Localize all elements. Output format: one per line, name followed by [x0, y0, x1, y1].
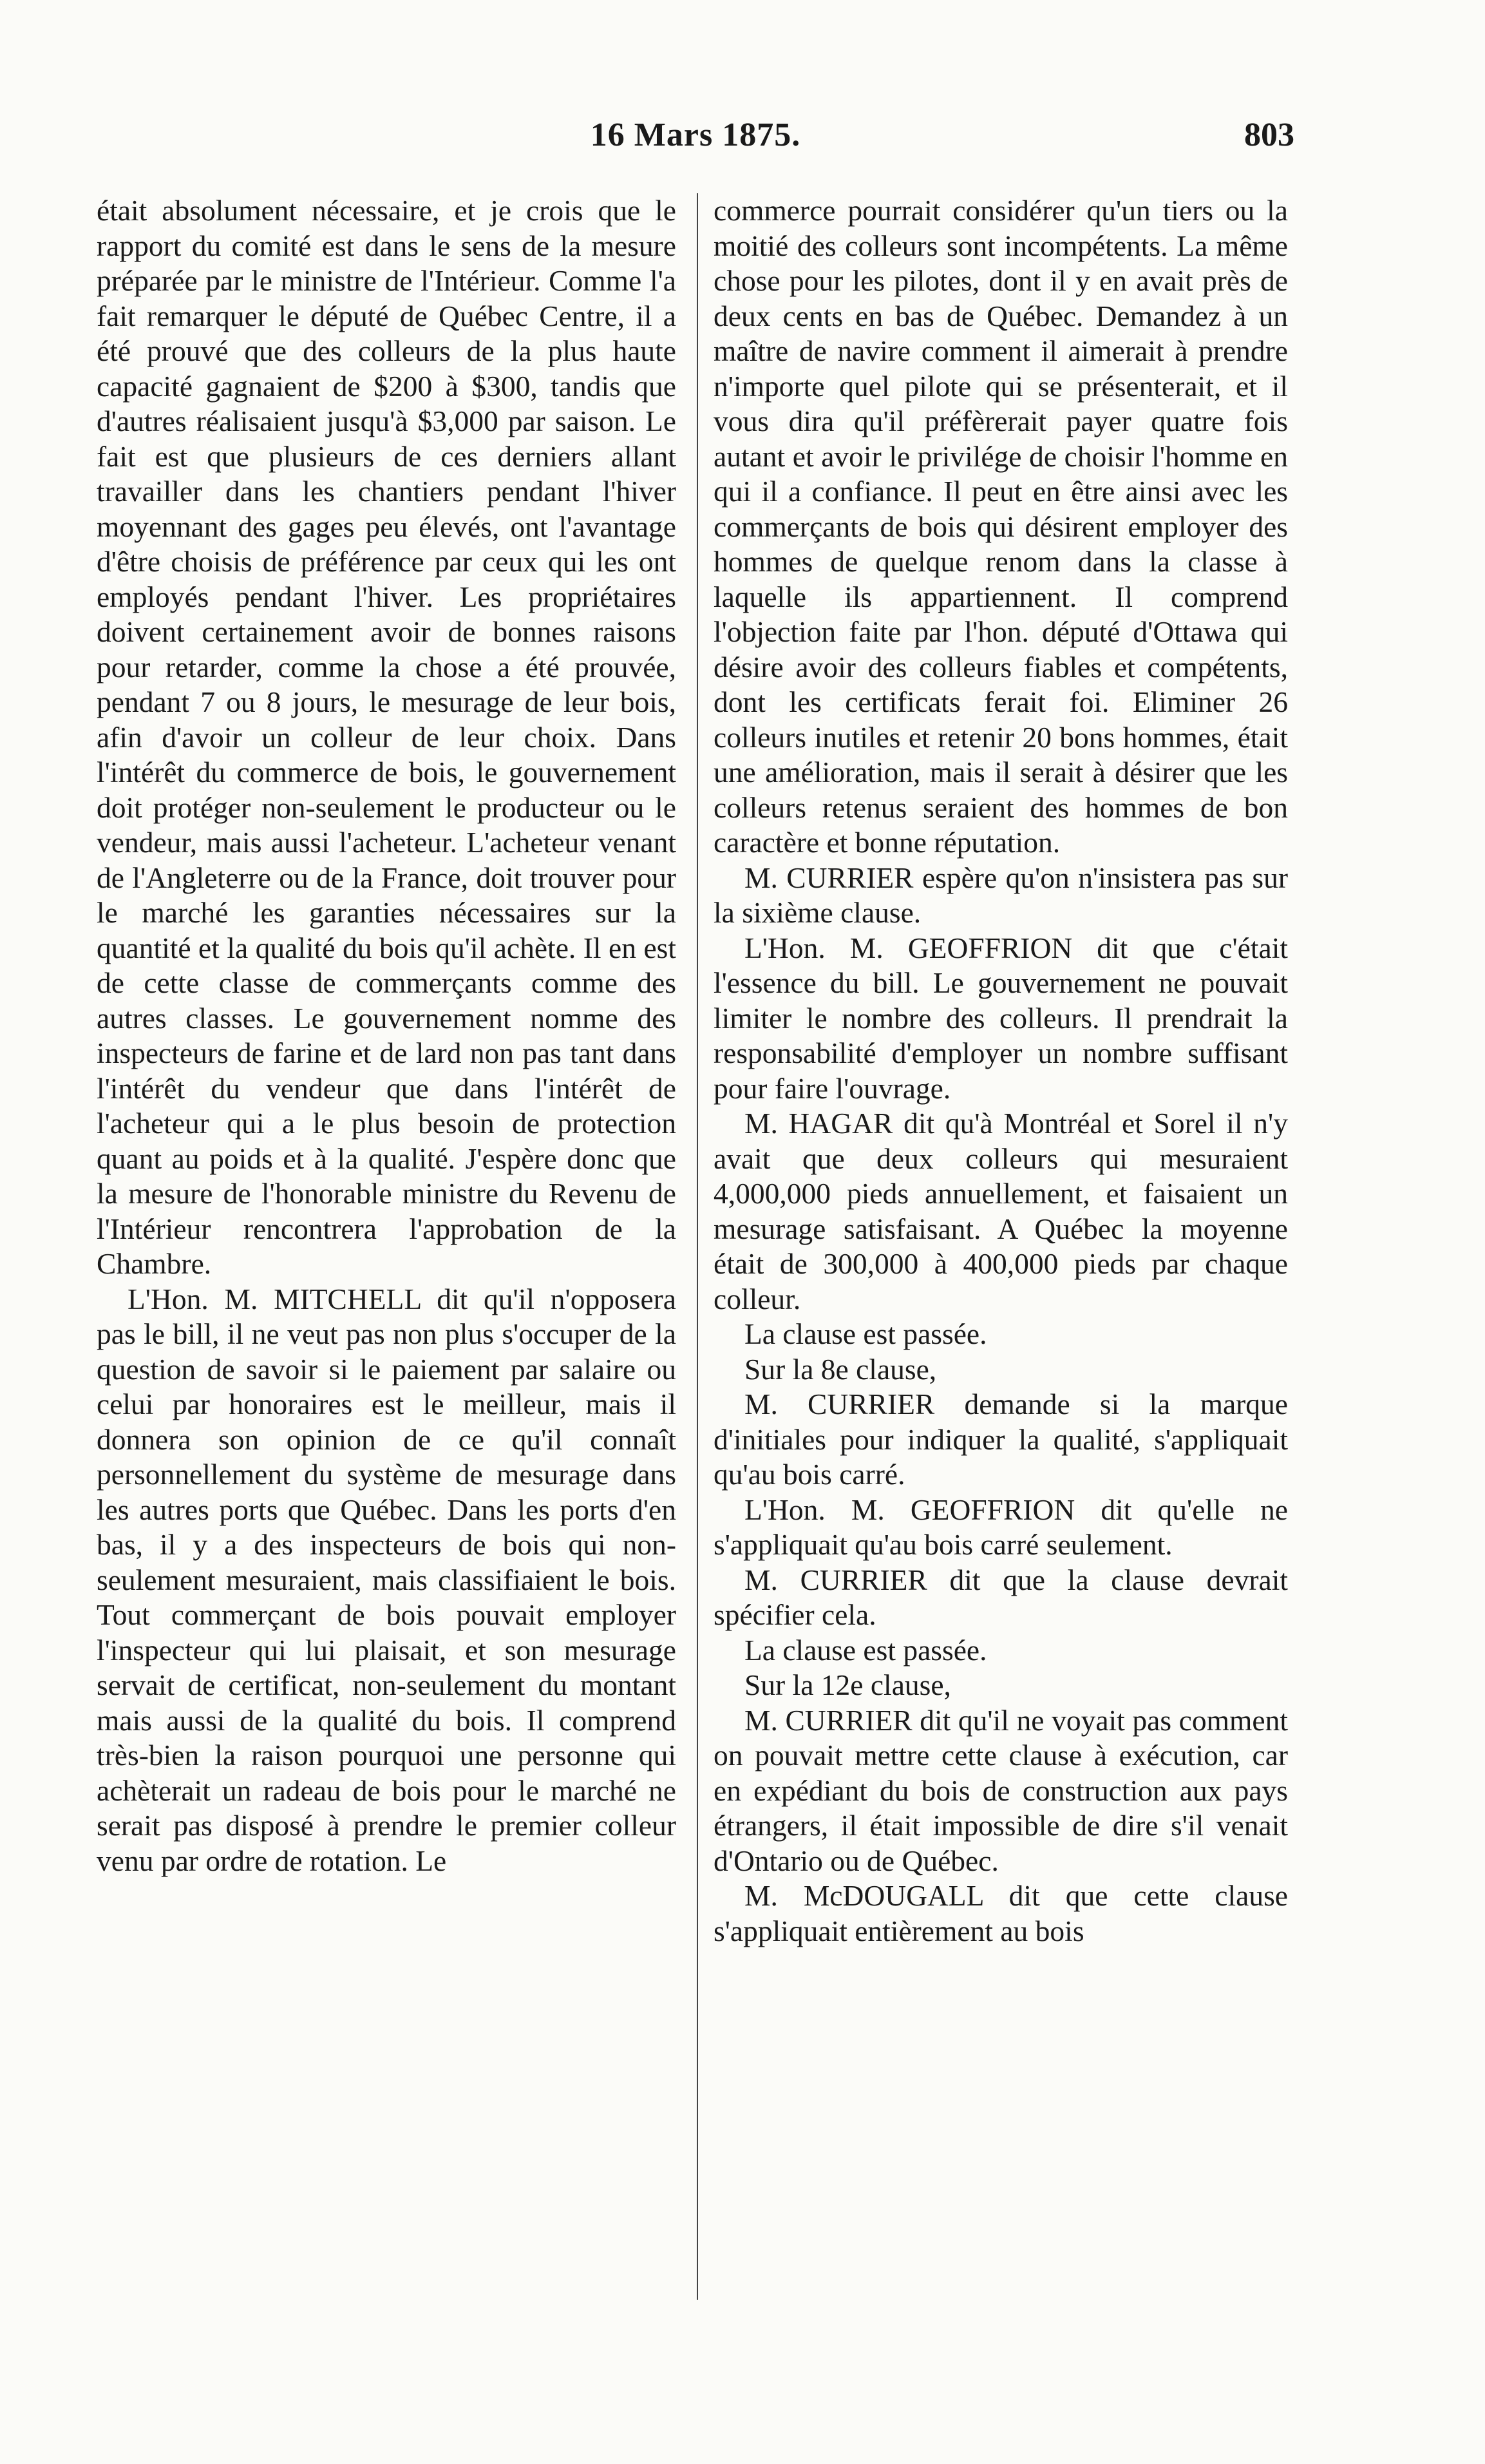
paragraph: Sur la 12e clause, — [744, 1668, 951, 1701]
paragraph: commerce pourrait considérer qu'un tiers ou la moitié des colleurs sont incompétents. La même chose pour les pilotes, dont il y en avait près de deux cents en bas de Québec. Demandez à un maître de navire comment il aimerait à prendre n'importe quel pilote qui se présenterait, et il vous dira qu'il préfèrerait payer quatre fois autant et avoir le privilége de choisir l'homme en qui il a confiance. Il peut en être ainsi avec les commerçants de bois qui désirent employer des hommes de quelque renom dans la classe à laquelle ils appartiennent. Il comprend l'objection faite par l'hon. député d'Ottawa qui désire avoir des colleurs fiables et compétents, dont les certificats ferait foi. Eliminer 26 colleurs inutiles et retenir 20 bons hommes, était une amélioration, mais il serait à désirer que les colleurs retenus seraient des hommes de bon caractère et bonne réputation. — [714, 194, 1288, 859]
page-number: 803 — [1244, 117, 1294, 153]
paragraph: M. CURRIER espère qu'on n'insistera pas sur la sixième clause. — [714, 861, 1288, 929]
paragraph: M. HAGAR dit qu'à Montréal et Sorel il n'y avait que deux colleurs qui mesuraient 4,000,000 pieds annuellement, et faisaient un mesurage satisfaisant. A Québec la moyenne était de 300,000 à 400,000 pieds par chaque colleur. — [714, 1107, 1288, 1315]
paragraph: M. CURRIER dit que la clause devrait spécifier cela. — [714, 1563, 1288, 1631]
paragraph: M. CURRIER demande si la marque d'initiales pour indiquer la qualité, s'appliquait qu'au bois carré. — [714, 1388, 1288, 1491]
paragraph: M. CURRIER dit qu'il ne voyait pas comment on pouvait mettre cette clause à exécution, car en expédiant du bois de construction aux pays étrangers, il était impossible de dire s'il venait d'Ontario ou de Québec. — [714, 1703, 1288, 1877]
paragraph: Sur la 8e clause, — [744, 1352, 937, 1386]
paragraph: L'Hon. M. GEOFFRION dit que c'était l'essence du bill. Le gouvernement ne pouvait limiter le nombre des colleurs. Il prendrait la responsabilité d'employer un nombre suffisant pour faire l'ouvrage. — [714, 931, 1288, 1105]
left-column — [97, 193, 676, 1878]
paragraph: L'Hon. M. GEOFFRION dit qu'elle ne s'appliquait qu'au bois carré seulement. — [714, 1493, 1288, 1561]
right-column — [714, 193, 1288, 1949]
column-divider — [697, 193, 698, 2300]
page-date: 16 Mars 1875. — [590, 117, 801, 153]
page-header — [97, 116, 1294, 167]
paragraph: L'Hon. M. MITCHELL dit qu'il n'opposera pas le bill, il ne veut pas non plus s'occuper de la question de savoir si le paiement par salaire ou celui par honoraires est le meilleur, mais il donnera son opinion de ce qu'il connaît personnellement du système de mesurage dans les autres ports que Québec. Dans les ports d'en bas, il y a des inspecteurs de bois qui non-seulement mesuraient, mais classifiaient le bois. Tout commerçant de bois pouvait employer l'inspecteur qui lui plaisait, et son mesurage servait de certificat, non-seulement du montant mais aussi de la qualité du bois. Il comprend très-bien la raison pourquoi une personne qui achèterait un radeau de bois pour le marché ne serait pas disposé à prendre le premier colleur venu par ordre de rotation. Le — [97, 1282, 676, 1877]
paragraph: La clause est passée. — [744, 1317, 987, 1350]
paragraph: M. McDOUGALL dit que cette clause s'appliquait entièrement au bois — [714, 1879, 1288, 1947]
paragraph: était absolument nécessaire, et je crois que le rapport du comité est dans le sens de la mesure préparée par le ministre de l'Intérieur. Comme l'a fait remarquer le député de Québec Centre, il a été prouvé que des colleurs de la plus haute capacité gagnaient de $200 à $300, tandis que d'autres réalisaient jusqu'à $3,000 par saison. Le fait est que plusieurs de ces derniers allant travailler dans les chantiers pendant l'hiver moyennant des gages peu élevés, ont l'avantage d'être choisis de préférence par ceux qui les ont employés pendant l'hiver. Les propriétaires doivent certainement avoir de bonnes raisons pour retarder, comme la chose a été prouvée, pendant 7 ou 8 jours, le mesurage de leur bois, afin d'avoir un colleur de leur choix. Dans l'intérêt du commerce de bois, le gouvernement doit protéger non-seulement le producteur ou le vendeur, mais aussi l'acheteur. L'acheteur venant de l'Angleterre ou de la France, doit trouver pour le marché les garanties nécessaires sur la quantité et la qualité du bois qu'il achète. Il en est de cette classe de commerçants comme des autres classes. Le gouvernement nomme des inspecteurs de farine et de lard non pas tant dans l'intérêt du vendeur que dans l'intérêt de l'acheteur qui a le plus besoin de protection quant au poids et à la qualité. J'espère donc que la mesure de l'honorable ministre du Revenu de l'Intérieur rencontrera l'approbation de la Chambre. — [97, 194, 676, 1280]
paragraph: La clause est passée. — [744, 1633, 987, 1667]
